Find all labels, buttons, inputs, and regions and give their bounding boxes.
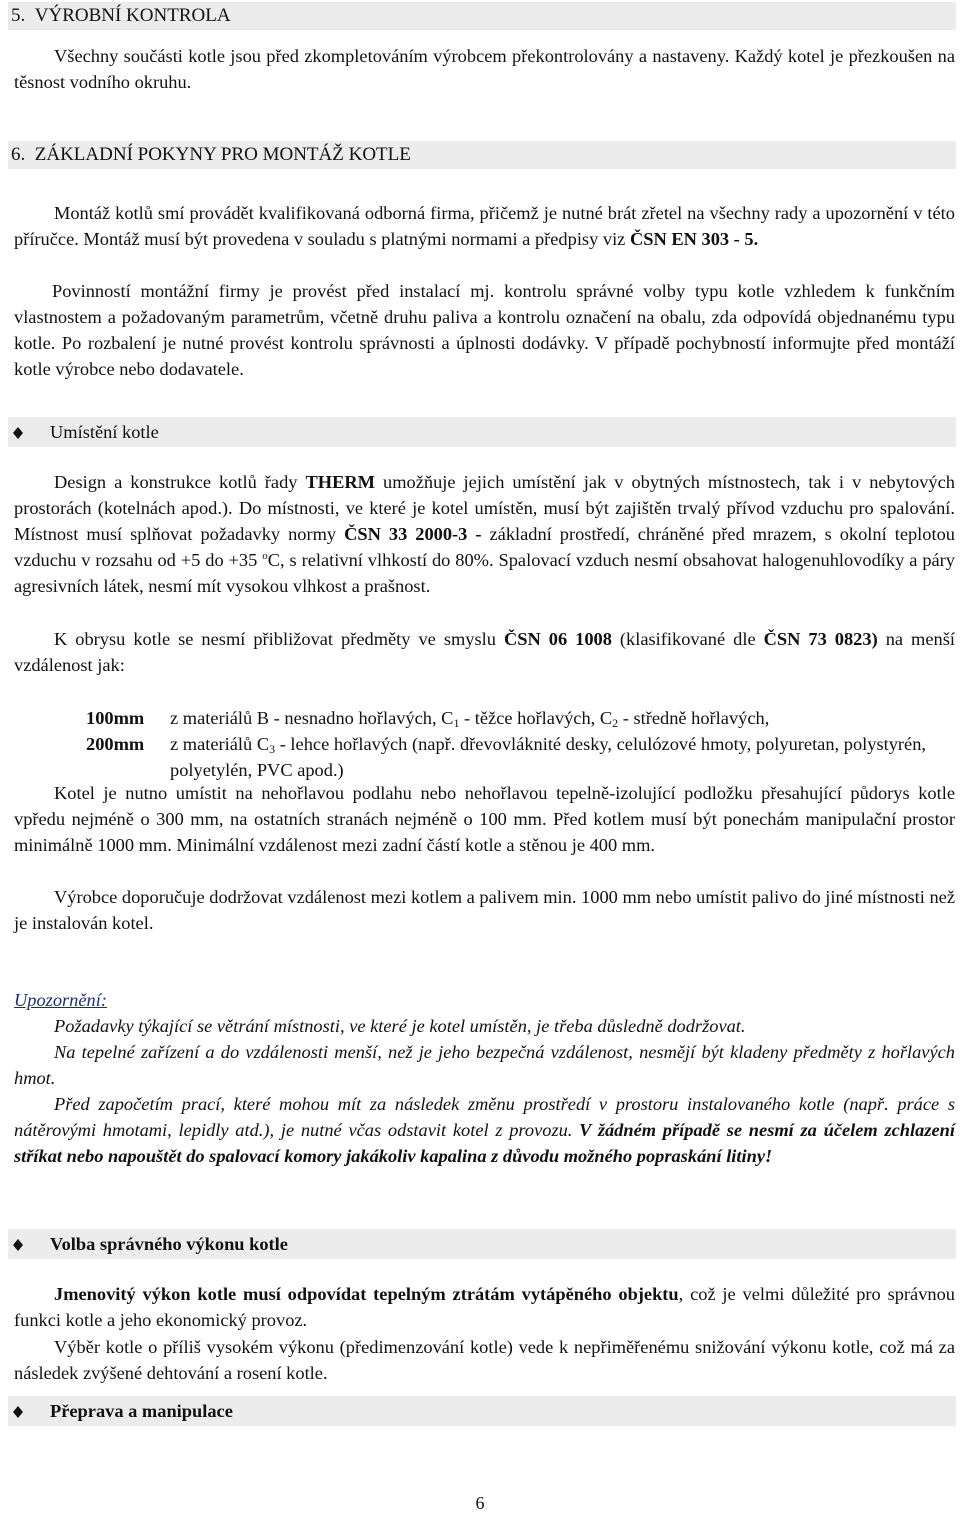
d1-c: - středně hořlavých, — [618, 708, 770, 728]
diamond-bullet-icon — [13, 1239, 23, 1249]
d1-sub-1: 1 — [453, 716, 460, 730]
umisteni-paragraph-4: Výrobce doporučuje dodržovat vzdálenost mezi kotlem a palivem min. 1000 mm nebo umístit palivo do jiné místnosti než je instalován kotel. — [14, 887, 955, 933]
warning-3 — [14, 1091, 955, 1169]
umisteni-p1-c: základní prostředí, chráněné před mrazem, s okolní teplotou vzduchu v rozsahu od +5 do +35 — [14, 524, 955, 570]
section-6-paragraph-1 — [14, 200, 955, 252]
umisteni-heading: Umístění kotle — [50, 422, 159, 442]
umisteni-paragraph-2 — [14, 626, 955, 678]
warning-title: Upozornění: — [14, 990, 107, 1010]
volba-heading-band — [8, 1229, 956, 1259]
norm-csn-en-303-5: ČSN EN 303 - 5. — [629, 229, 759, 249]
warning-2: Na tepelné zařízení a do vzdálenosti menší, než je jeho bezpečná vzdálenost, nesmějí být kladeny předměty z hořlavých hmot. — [14, 1042, 955, 1088]
umisteni-paragraph-3: Kotel je nutno umístit na nehořlavou podlahu nebo nehořlavou tepelně-izolující podložku přesahující půdorys kotle vpředu nejméně o 300 mm, na ostatních stranách nejméně o 100 mm. Před kotlem musí být ponechám manipulační prostor minimálně 1000 mm. Minimální vzdálenost mezi zadní částí kotle a stěnou je 400 mm. — [14, 783, 955, 855]
preprava-heading-band — [8, 1396, 956, 1426]
d2-sub: 3 — [269, 742, 276, 756]
warning-3-emphasis: V žádném případě se nesmí za účelem zchlazení stříkat nebo napouštět do spalovací komory jakákoliv kapalina z důvodu možného popraskání litiny! — [14, 1120, 955, 1166]
norm-csn-33-2000-3: ČSN 33 2000-3 - — [344, 524, 482, 544]
d1-sub-2: 2 — [612, 716, 619, 730]
warning-3-a: Před započetím prací, které mohou mít za následek změnu prostředí v prostoru instalovaného kotle (např. práce s nátěrovými hmotami, lepidly atd.), je nutné včas odstavit kotel z provozu. — [14, 1094, 955, 1140]
section-6-heading: 6. ZÁKLADNÍ POKYNY PRO MONTÁŽ KOTLE — [11, 144, 411, 165]
preprava-heading: Přeprava a manipulace — [50, 1401, 233, 1421]
d2-a: z materiálů C — [170, 734, 270, 754]
degree-mark: o — [262, 550, 268, 562]
umisteni-p2-b: (klasifikované dle — [611, 629, 764, 649]
umisteni-heading-band — [8, 417, 956, 447]
d1-b: - těžce hořlavých, C — [459, 708, 613, 728]
distance-100mm-text — [170, 705, 926, 731]
section-6-paragraph-2: Povinností montážní firmy je provést před instalací mj. kontrolu správné volby typu kotle vzhledem k funkčním vlastnostem a požadovaným parametrům, včetně druhu paliva a kontrolu označení na obalu, zda odpovídá objednanému typu kotle. Po rozbalení je nutné provést kontrolu správnosti a úplnosti dodávky. V případě pochybností informujte před montáží kotle výrobce nebo dodavatele. — [14, 281, 955, 379]
distance-200mm-text — [170, 731, 926, 783]
d1-a: z materiálů B - nesnadno hořlavých, C — [170, 708, 454, 728]
warning-1: Požadavky týkající se větrání místnosti, ve které je kotel umístěn, je třeba důsledně dodržovat. — [54, 1016, 746, 1036]
section-5-heading-band — [8, 2, 956, 30]
umisteni-p2-c: na menší vzdálenost jak: — [14, 629, 955, 675]
warning-block — [14, 987, 955, 1013]
page-number: 6 — [475, 1493, 485, 1513]
d2-b: - lehce hořlavých (např. dřevovláknité desky, celulózové hmoty, polyuretan, polystyrén, polyetylén, PVC apod.) — [170, 734, 926, 780]
umisteni-paragraph-1 — [14, 469, 955, 599]
umisteni-p1-d: C, s relativní vlhkostí do 80%. Spalovací vzduch nesmí obsahovat halogenuhlovodíky a páry agresivních látek, nesmí mít vysokou vlhkost a prašnost. — [14, 550, 955, 596]
volba-heading: Volba správného výkonu kotle — [50, 1234, 288, 1254]
brand-therm: THERM — [305, 472, 375, 492]
diamond-bullet-icon — [13, 1406, 23, 1416]
volba-p1-bold: Jmenovitý výkon kotle musí odpovídat tepelným ztrátám vytápěného objektu — [54, 1284, 679, 1304]
umisteni-p1-a: Design a konstrukce kotlů řady — [54, 472, 306, 492]
diamond-bullet-icon — [13, 427, 23, 437]
section-5-heading: 5. VÝROBNÍ KONTROLA — [11, 5, 231, 26]
umisteni-p1-b: umožňuje jejich umístění jak v obytných místnostech, tak i v nebytových prostorách (kotelnách apod.). Do místnosti, ve které je kotel umístěn, musí být zajištěn trvalý přívod vzduchu pro spalování. Místnost musí splňovat požadavky normy — [14, 472, 955, 544]
section-6-p1-text: Montáž kotlů smí provádět kvalifikovaná odborná firma, přičemž je nutné brát zřetel na všechny rady a upozornění v této příručce. Montáž musí být provedena v souladu s platnými normami a předpisy viz — [14, 203, 955, 249]
umisteni-p2-a: K obrysu kotle se nesmí přibližovat předměty ve smyslu — [54, 629, 504, 649]
volba-paragraph-2: Výběr kotle o příliš vysokém výkonu (předimenzování kotle) vede k nepřiměřenému snižování výkonu kotle, což má za následek zvýšené dehtování a rosení kotle. — [14, 1337, 955, 1383]
section-6-heading-band — [8, 141, 956, 169]
distance-100mm-label: 100mm — [86, 708, 145, 728]
norm-csn-73-0823: ČSN 73 0823) — [763, 629, 878, 649]
volba-p1-rest: , což je velmi důležité pro správnou funkci kotle a jeho ekonomický provoz. — [14, 1284, 955, 1330]
distance-200mm-label: 200mm — [86, 734, 145, 754]
volba-paragraph-1 — [14, 1281, 955, 1333]
section-5-paragraph: Všechny součásti kotle jsou před zkompletováním výrobcem překontrolovány a nastaveny. Každý kotel je přezkoušen na těsnost vodního okruhu. — [14, 46, 955, 92]
norm-csn-06-1008: ČSN 06 1008 — [503, 629, 612, 649]
